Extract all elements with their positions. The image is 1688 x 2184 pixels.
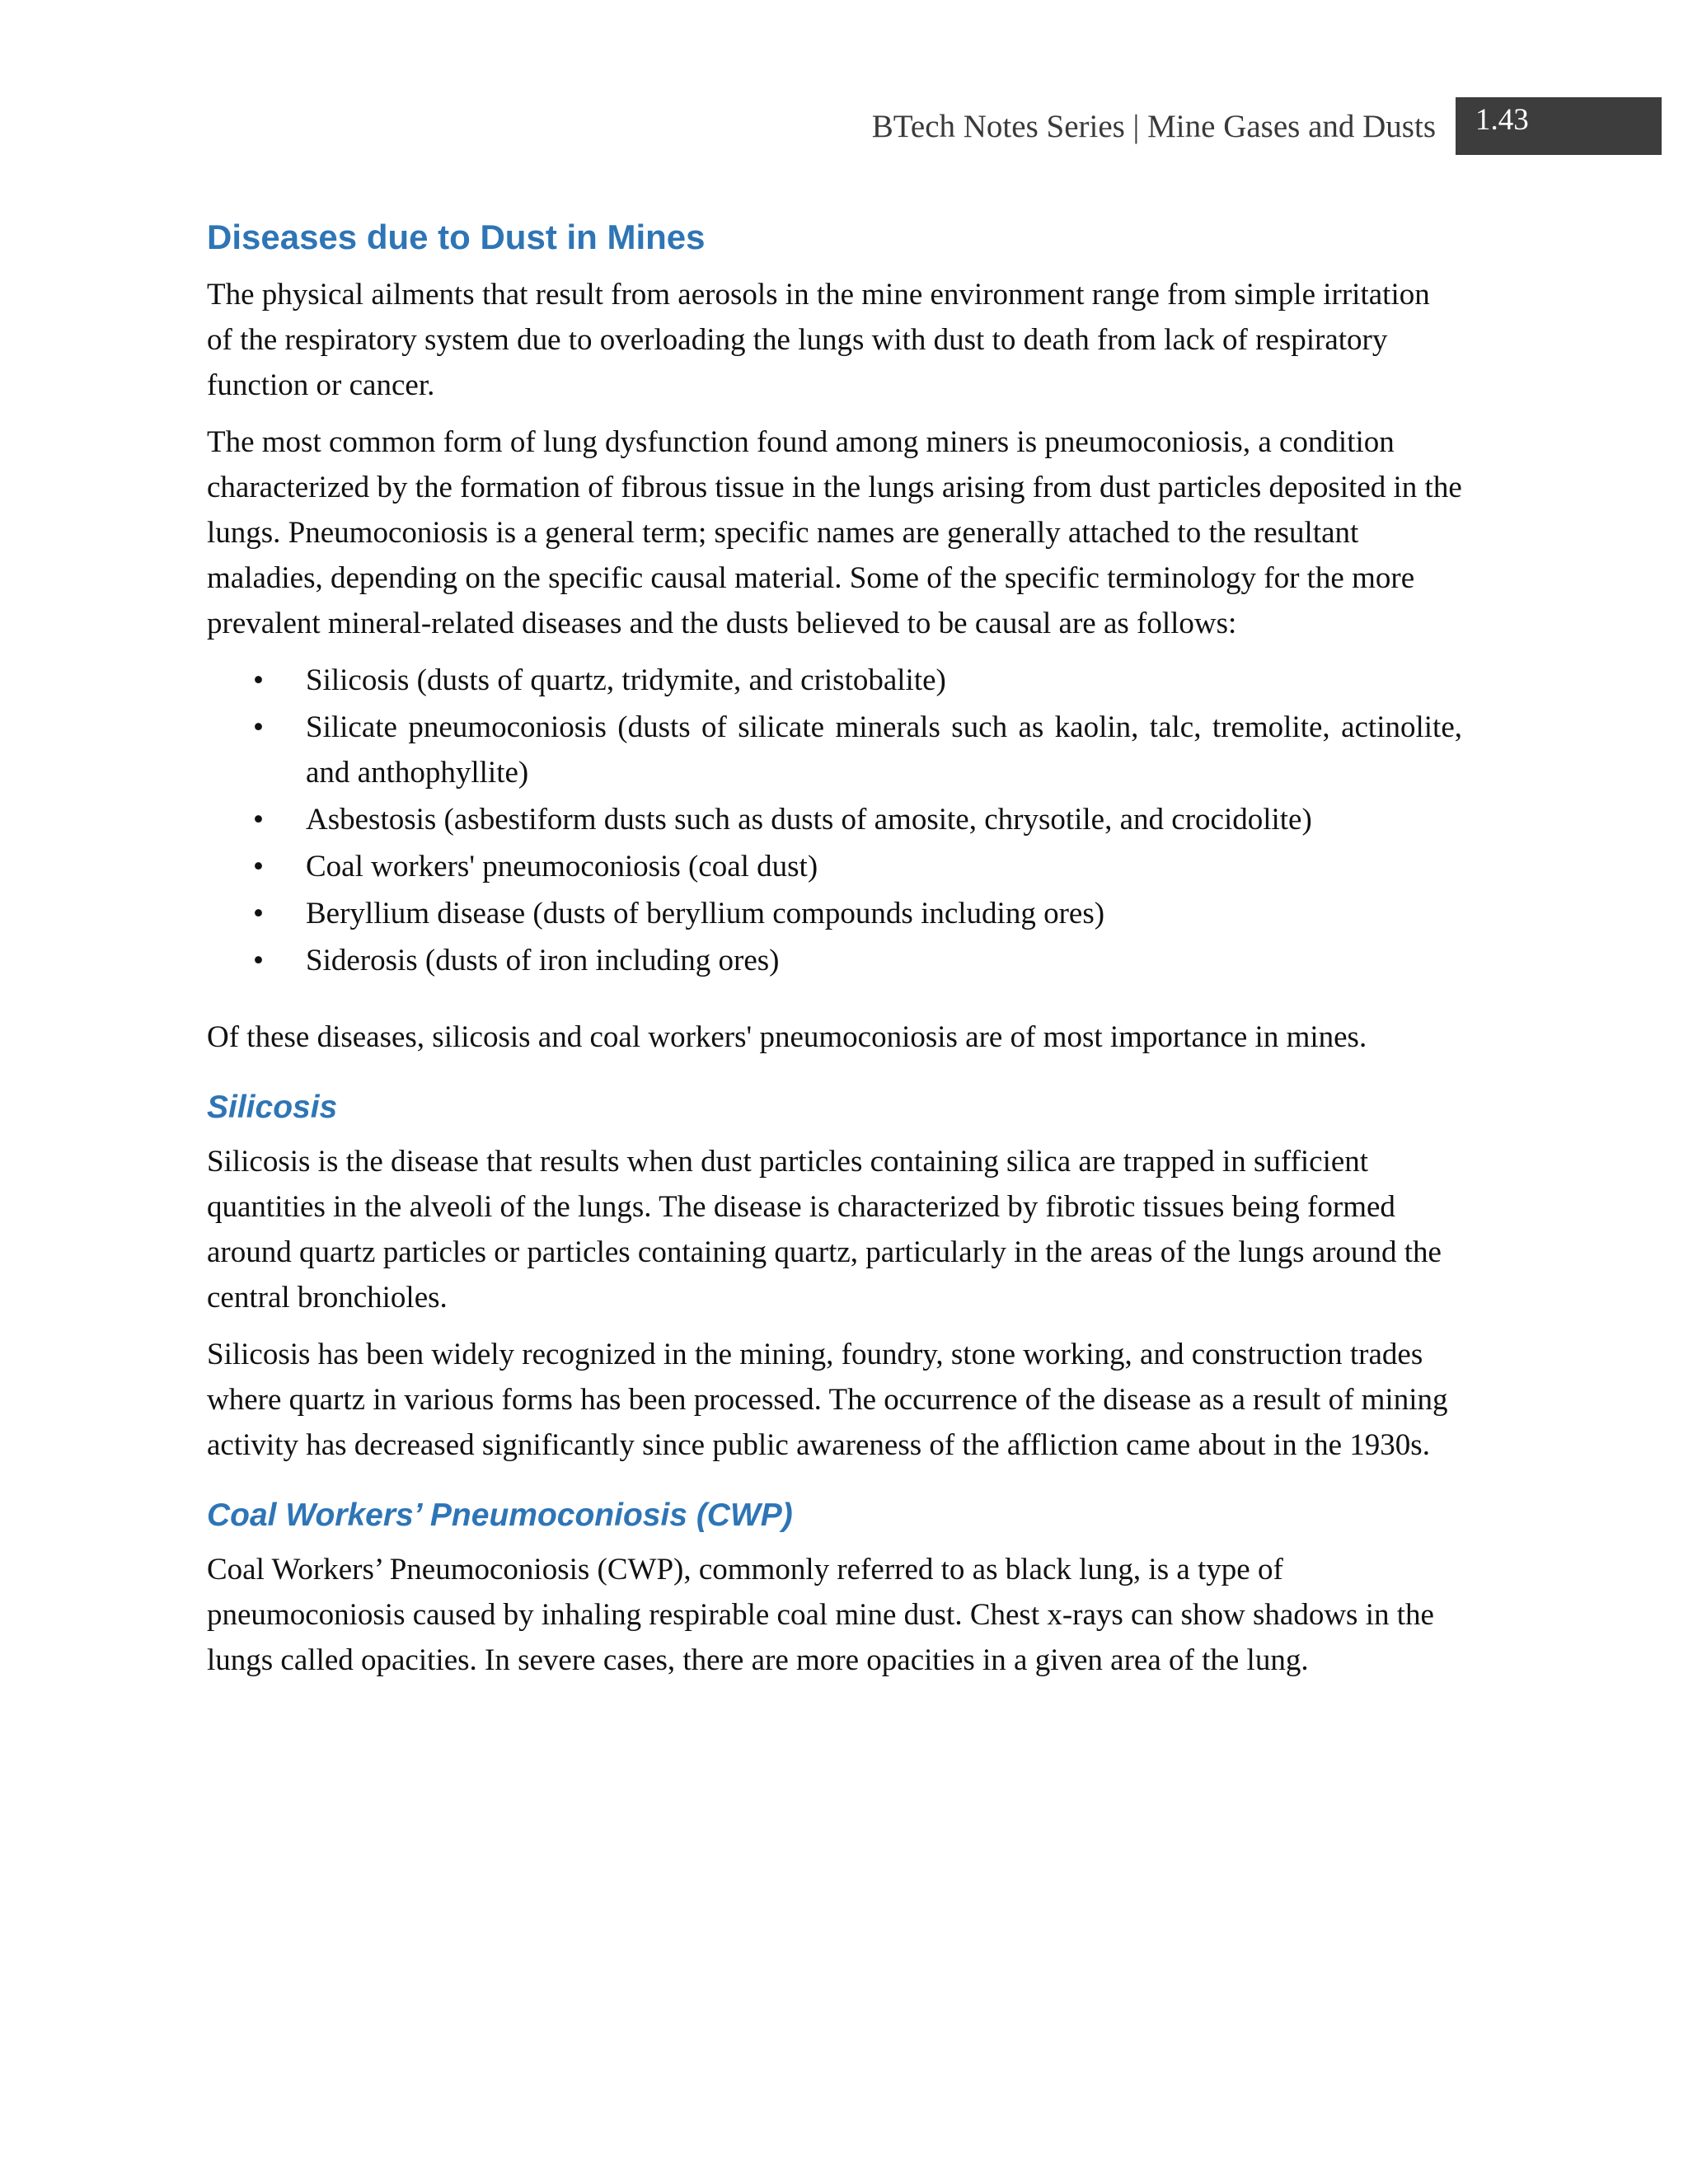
- disease-list: [207, 658, 1462, 983]
- paragraph: The most common form of lung dysfunction found among miners is pneumoconiosis, a condition characterized by the formation of fibrous tissue in the lungs arising from dust particles deposited in the lungs. Pneumoconiosis is a general term; specific names are generally attached to the resultant maladies, depending on the specific causal material. Some of the specific terminology for the more prevalent mineral-related diseases and the dusts believed to be causal are as follows:: [207, 425, 1462, 640]
- bullet-icon: •: [253, 710, 264, 744]
- bullet-icon: •: [253, 944, 264, 977]
- paragraph: The physical ailments that result from aerosols in the mine environment range from simple irritation of the respiratory system due to overloading the lungs with dust to death from lack of respiratory function or cancer.: [207, 278, 1430, 402]
- section-heading-diseases: Diseases due to Dust in Mines: [207, 218, 706, 256]
- paragraph: Silicosis is the disease that results when dust particles containing silica are trapped in sufficient quantities in the alveoli of the lungs. The disease is characterized by fibrotic tissues being formed around quartz particles or particles containing quartz, particularly in the areas of the lungs around the central bronchioles.: [207, 1145, 1442, 1315]
- bullet-icon: •: [253, 803, 264, 837]
- list-item: • Siderosis (dusts of iron including ores): [207, 938, 1462, 983]
- list-item: • Coal workers' pneumoconiosis (coal dust): [207, 844, 1462, 889]
- section-heading-cwp: Coal Workers’ Pneumoconiosis (CWP): [207, 1497, 793, 1533]
- page-number: 1.43: [1456, 97, 1662, 155]
- bullet-icon: •: [253, 663, 264, 697]
- bullet-icon: •: [253, 850, 264, 883]
- paragraph: Coal Workers’ Pneumoconiosis (CWP), commonly referred to as black lung, is a type of pneumoconiosis caused by inhaling respirable coal mine dust. Chest x-rays can show shadows in the lungs called opacities. In severe cases, there are more opacities in a given area of the lung.: [207, 1553, 1434, 1677]
- page-header: [872, 97, 1662, 155]
- list-item: • Asbestosis (asbestiform dusts such as dusts of amosite, chrysotile, and crocidolite): [207, 797, 1462, 842]
- header-title: BTech Notes Series | Mine Gases and Dusts: [871, 108, 1436, 144]
- paragraph: Of these diseases, silicosis and coal workers' pneumoconiosis are of most importance in mines.: [207, 1020, 1367, 1054]
- list-item: • Silicate pneumoconiosis (dusts of silicate minerals such as kaolin, talc, tremolite, actinolite, and anthophyllite): [207, 705, 1462, 795]
- section-heading-silicosis: Silicosis: [207, 1090, 338, 1125]
- document-body: [207, 213, 1462, 1694]
- bullet-icon: •: [253, 897, 264, 930]
- list-item: • Beryllium disease (dusts of beryllium compounds including ores): [207, 891, 1462, 936]
- paragraph: Silicosis has been widely recognized in the mining, foundry, stone working, and construction trades where quartz in various forms has been processed. The occurrence of the disease as a result of mining activity has decreased significantly since public awareness of the affliction came about in the 1930s.: [207, 1338, 1448, 1462]
- list-item: • Silicosis (dusts of quartz, tridymite, and cristobalite): [207, 658, 1462, 703]
